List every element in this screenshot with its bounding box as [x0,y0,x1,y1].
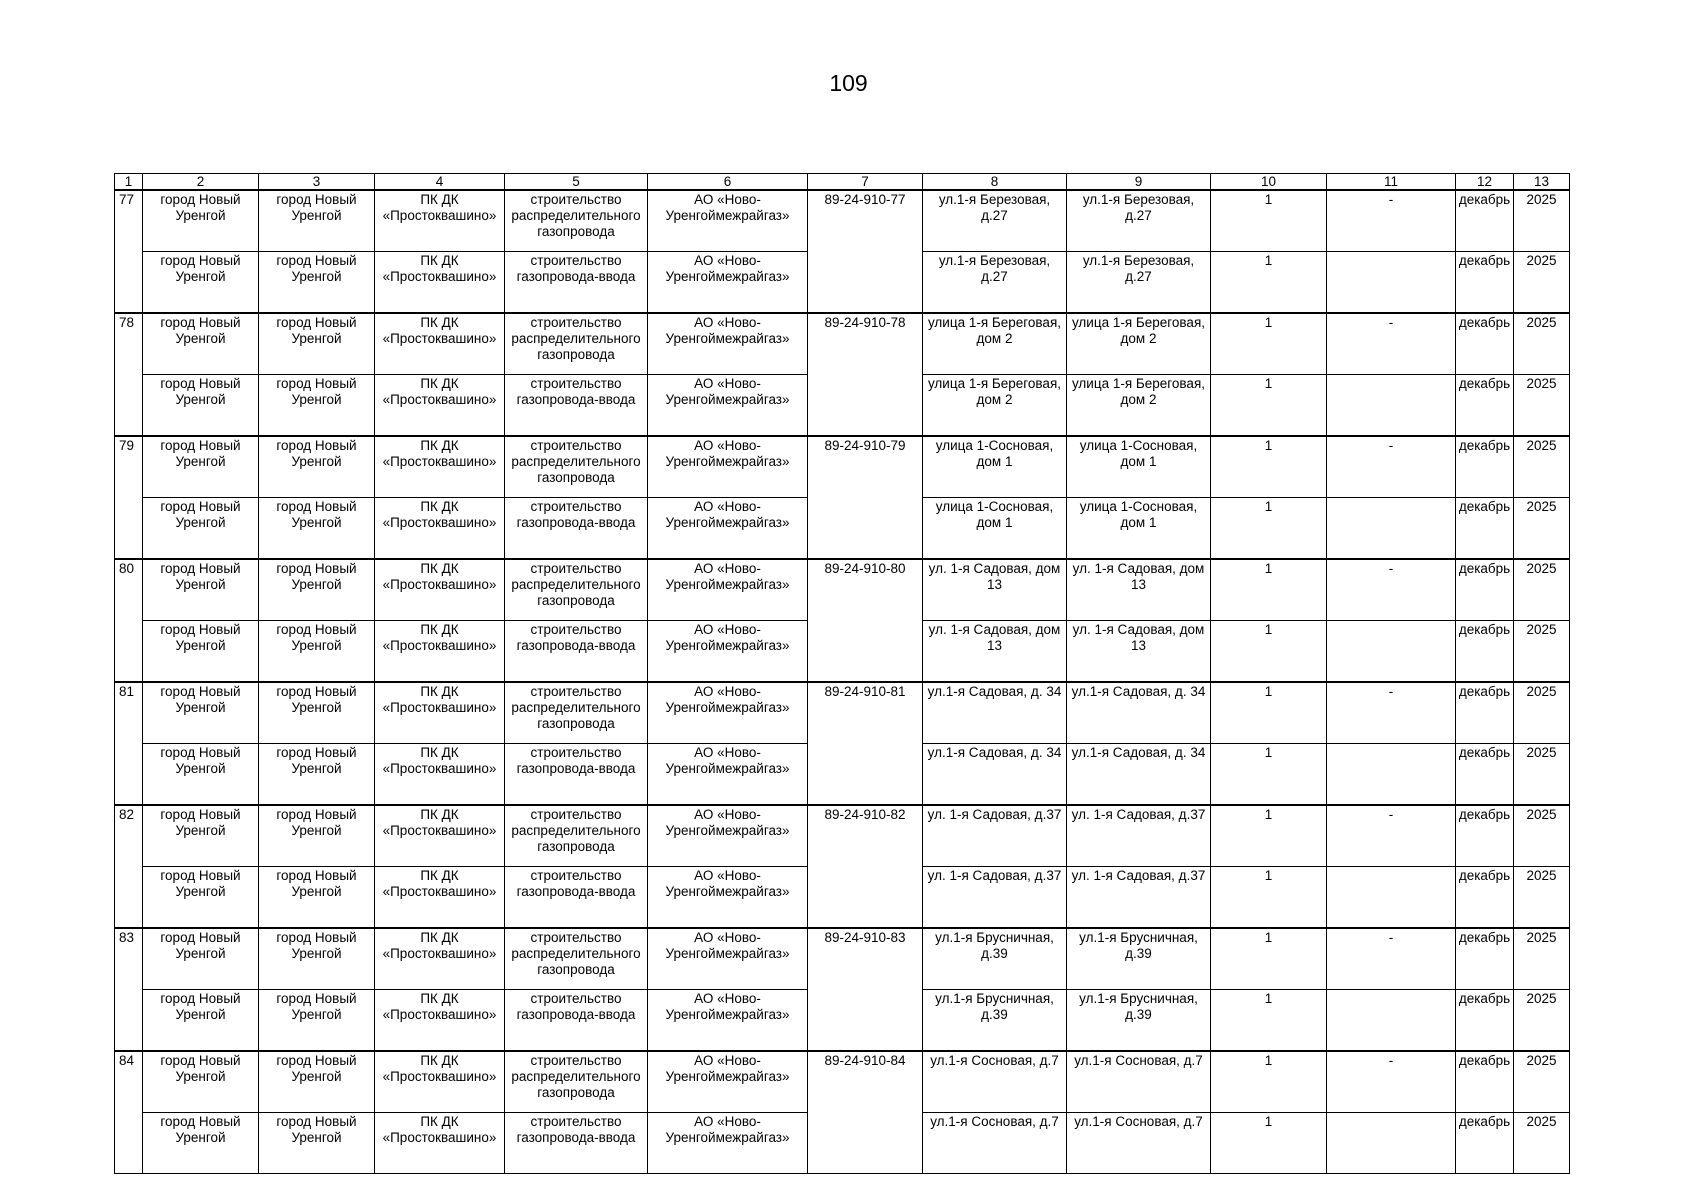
address-from-cell: улица 1-Сосновая, дом 1 [923,436,1067,498]
column-header-5: 5 [505,174,648,191]
consumer-cell: ПК ДК «Простоквашино» [375,375,505,437]
quantity-cell: 1 [1211,498,1327,560]
header-row [115,174,1570,191]
consumer-cell: ПК ДК «Простоквашино» [375,928,505,990]
month-cell: декабрь [1456,1051,1514,1113]
municipality-cell: город Новый Уренгой [143,805,259,867]
address-to-cell: ул.1-я Березовая, д.27 [1067,252,1211,314]
consumer-cell: ПК ДК «Простоквашино» [375,252,505,314]
row-number-cell: 78 [115,313,143,436]
work-type-cell: строительство распределительного газопровода [505,313,648,375]
quantity-cell: 1 [1211,252,1327,314]
municipality-cell: город Новый Уренгой [143,744,259,806]
month-cell: декабрь [1456,990,1514,1052]
address-from-cell: улица 1-я Береговая, дом 2 [923,375,1067,437]
settlement-cell: город Новый Уренгой [259,375,375,437]
consumer-cell: ПК ДК «Простоквашино» [375,867,505,929]
quantity-cell: 1 [1211,313,1327,375]
work-type-cell: строительство газопровода-ввода [505,498,648,560]
municipality-cell: город Новый Уренгой [143,436,259,498]
address-from-cell: улица 1-Сосновая, дом 1 [923,498,1067,560]
organization-cell: АО «Ново- Уренгоймежрайгаз» [648,621,808,683]
note-cell: - [1327,1051,1456,1113]
note-cell: - [1327,559,1456,621]
year-cell: 2025 [1514,621,1570,683]
settlement-cell: город Новый Уренгой [259,805,375,867]
quantity-cell: 1 [1211,805,1327,867]
address-from-cell: ул.1-я Березовая, д.27 [923,190,1067,252]
settlement-cell: город Новый Уренгой [259,867,375,929]
quantity-cell: 1 [1211,928,1327,990]
address-to-cell: ул.1-я Березовая, д.27 [1067,190,1211,252]
address-to-cell: ул. 1-я Садовая, д.37 [1067,805,1211,867]
year-cell: 2025 [1514,1051,1570,1113]
table-row [115,682,1570,744]
table-row [115,436,1570,498]
address-to-cell: ул.1-я Брусничная, д.39 [1067,928,1211,990]
address-to-cell: улица 1-я Береговая, дом 2 [1067,375,1211,437]
month-cell: декабрь [1456,682,1514,744]
municipality-cell: город Новый Уренгой [143,682,259,744]
work-type-cell: строительство распределительного газопровода [505,805,648,867]
registry-code-cell: 89-24-910-79 [808,436,923,559]
month-cell: декабрь [1456,375,1514,437]
year-cell: 2025 [1514,990,1570,1052]
organization-cell: АО «Ново- Уренгоймежрайгаз» [648,1113,808,1174]
year-cell: 2025 [1514,867,1570,929]
note-cell [1327,1113,1456,1174]
row-number-cell: 81 [115,682,143,805]
note-cell [1327,252,1456,314]
quantity-cell: 1 [1211,682,1327,744]
work-type-cell: строительство газопровода-ввода [505,375,648,437]
address-to-cell: улица 1-Сосновая, дом 1 [1067,436,1211,498]
note-cell [1327,744,1456,806]
address-from-cell: ул. 1-я Садовая, д.37 [923,805,1067,867]
year-cell: 2025 [1514,190,1570,252]
settlement-cell: город Новый Уренгой [259,498,375,560]
address-from-cell: ул.1-я Березовая, д.27 [923,252,1067,314]
year-cell: 2025 [1514,805,1570,867]
work-type-cell: строительство распределительного газопровода [505,928,648,990]
address-from-cell: ул.1-я Брусничная, д.39 [923,990,1067,1052]
consumer-cell: ПК ДК «Простоквашино» [375,1051,505,1113]
registry-table [114,173,1570,1174]
address-from-cell: ул.1-я Садовая, д. 34 [923,744,1067,806]
year-cell: 2025 [1514,1113,1570,1174]
organization-cell: АО «Ново- Уренгоймежрайгаз» [648,190,808,252]
quantity-cell: 1 [1211,1051,1327,1113]
settlement-cell: город Новый Уренгой [259,1113,375,1174]
settlement-cell: город Новый Уренгой [259,252,375,314]
municipality-cell: город Новый Уренгой [143,928,259,990]
year-cell: 2025 [1514,928,1570,990]
registry-code-cell: 89-24-910-84 [808,1051,923,1174]
organization-cell: АО «Ново- Уренгоймежрайгаз» [648,990,808,1052]
note-cell: - [1327,682,1456,744]
address-from-cell: ул. 1-я Садовая, дом 13 [923,621,1067,683]
registry-code-cell: 89-24-910-80 [808,559,923,682]
table-row [115,1051,1570,1113]
municipality-cell: город Новый Уренгой [143,621,259,683]
organization-cell: АО «Ново- Уренгоймежрайгаз» [648,744,808,806]
municipality-cell: город Новый Уренгой [143,252,259,314]
column-header-13: 13 [1514,174,1570,191]
month-cell: декабрь [1456,621,1514,683]
note-cell [1327,990,1456,1052]
work-type-cell: строительство газопровода-ввода [505,867,648,929]
organization-cell: АО «Ново- Уренгоймежрайгаз» [648,498,808,560]
work-type-cell: строительство газопровода-ввода [505,621,648,683]
month-cell: декабрь [1456,436,1514,498]
quantity-cell: 1 [1211,867,1327,929]
note-cell [1327,867,1456,929]
address-to-cell: ул.1-я Садовая, д. 34 [1067,682,1211,744]
work-type-cell: строительство газопровода-ввода [505,252,648,314]
work-type-cell: строительство распределительного газопровода [505,190,648,252]
year-cell: 2025 [1514,682,1570,744]
column-header-4: 4 [375,174,505,191]
quantity-cell: 1 [1211,375,1327,437]
year-cell: 2025 [1514,313,1570,375]
municipality-cell: город Новый Уренгой [143,1113,259,1174]
work-type-cell: строительство распределительного газопровода [505,1051,648,1113]
consumer-cell: ПК ДК «Простоквашино» [375,744,505,806]
year-cell: 2025 [1514,436,1570,498]
address-from-cell: ул. 1-я Садовая, дом 13 [923,559,1067,621]
consumer-cell: ПК ДК «Простоквашино» [375,621,505,683]
note-cell: - [1327,313,1456,375]
note-cell [1327,621,1456,683]
consumer-cell: ПК ДК «Простоквашино» [375,313,505,375]
quantity-cell: 1 [1211,190,1327,252]
row-number-cell: 77 [115,190,143,313]
registry-code-cell: 89-24-910-78 [808,313,923,436]
table-row [115,313,1570,375]
column-header-9: 9 [1067,174,1211,191]
work-type-cell: строительство газопровода-ввода [505,744,648,806]
table-row [115,805,1570,867]
organization-cell: АО «Ново- Уренгоймежрайгаз» [648,375,808,437]
table-row [115,928,1570,990]
year-cell: 2025 [1514,375,1570,437]
municipality-cell: город Новый Уренгой [143,313,259,375]
municipality-cell: город Новый Уренгой [143,190,259,252]
column-header-12: 12 [1456,174,1514,191]
address-to-cell: ул. 1-я Садовая, дом 13 [1067,559,1211,621]
row-number-cell: 82 [115,805,143,928]
registry-code-cell: 89-24-910-81 [808,682,923,805]
settlement-cell: город Новый Уренгой [259,559,375,621]
quantity-cell: 1 [1211,436,1327,498]
row-number-cell: 83 [115,928,143,1051]
consumer-cell: ПК ДК «Простоквашино» [375,1113,505,1174]
quantity-cell: 1 [1211,1113,1327,1174]
month-cell: декабрь [1456,744,1514,806]
column-header-10: 10 [1211,174,1327,191]
organization-cell: АО «Ново- Уренгоймежрайгаз» [648,559,808,621]
month-cell: декабрь [1456,928,1514,990]
address-to-cell: ул.1-я Сосновая, д.7 [1067,1113,1211,1174]
month-cell: декабрь [1456,190,1514,252]
month-cell: декабрь [1456,498,1514,560]
column-header-8: 8 [923,174,1067,191]
column-header-2: 2 [143,174,259,191]
address-from-cell: ул.1-я Сосновая, д.7 [923,1113,1067,1174]
organization-cell: АО «Ново- Уренгоймежрайгаз» [648,682,808,744]
note-cell: - [1327,436,1456,498]
month-cell: декабрь [1456,805,1514,867]
address-to-cell: улица 1-Сосновая, дом 1 [1067,498,1211,560]
organization-cell: АО «Ново- Уренгоймежрайгаз» [648,313,808,375]
organization-cell: АО «Ново- Уренгоймежрайгаз» [648,867,808,929]
settlement-cell: город Новый Уренгой [259,1051,375,1113]
note-cell: - [1327,928,1456,990]
consumer-cell: ПК ДК «Простоквашино» [375,436,505,498]
column-header-6: 6 [648,174,808,191]
month-cell: декабрь [1456,867,1514,929]
organization-cell: АО «Ново- Уренгоймежрайгаз» [648,928,808,990]
consumer-cell: ПК ДК «Простоквашино» [375,559,505,621]
registry-body [115,174,1570,1174]
year-cell: 2025 [1514,559,1570,621]
consumer-cell: ПК ДК «Простоквашино» [375,990,505,1052]
quantity-cell: 1 [1211,744,1327,806]
settlement-cell: город Новый Уренгой [259,190,375,252]
address-to-cell: улица 1-я Береговая, дом 2 [1067,313,1211,375]
row-number-cell: 84 [115,1051,143,1174]
address-from-cell: ул.1-я Сосновая, д.7 [923,1051,1067,1113]
municipality-cell: город Новый Уренгой [143,375,259,437]
consumer-cell: ПК ДК «Простоквашино» [375,682,505,744]
municipality-cell: город Новый Уренгой [143,990,259,1052]
work-type-cell: строительство распределительного газопровода [505,682,648,744]
note-cell [1327,498,1456,560]
registry-code-cell: 89-24-910-82 [808,805,923,928]
year-cell: 2025 [1514,744,1570,806]
organization-cell: АО «Ново- Уренгоймежрайгаз» [648,436,808,498]
organization-cell: АО «Ново- Уренгоймежрайгаз» [648,805,808,867]
column-header-11: 11 [1327,174,1456,191]
address-from-cell: ул.1-я Садовая, д. 34 [923,682,1067,744]
address-to-cell: ул.1-я Брусничная, д.39 [1067,990,1211,1052]
column-header-3: 3 [259,174,375,191]
address-to-cell: ул.1-я Садовая, д. 34 [1067,744,1211,806]
note-cell [1327,375,1456,437]
consumer-cell: ПК ДК «Простоквашино» [375,805,505,867]
settlement-cell: город Новый Уренгой [259,313,375,375]
work-type-cell: строительство распределительного газопровода [505,559,648,621]
month-cell: декабрь [1456,252,1514,314]
organization-cell: АО «Ново- Уренгоймежрайгаз» [648,1051,808,1113]
organization-cell: АО «Ново- Уренгоймежрайгаз» [648,252,808,314]
address-from-cell: улица 1-я Береговая, дом 2 [923,313,1067,375]
address-from-cell: ул. 1-я Садовая, д.37 [923,867,1067,929]
address-to-cell: ул. 1-я Садовая, д.37 [1067,867,1211,929]
municipality-cell: город Новый Уренгой [143,1051,259,1113]
settlement-cell: город Новый Уренгой [259,744,375,806]
work-type-cell: строительство газопровода-ввода [505,990,648,1052]
page-number: 109 [829,70,868,96]
row-number-cell: 79 [115,436,143,559]
note-cell: - [1327,805,1456,867]
address-to-cell: ул. 1-я Садовая, дом 13 [1067,621,1211,683]
row-number-cell: 80 [115,559,143,682]
quantity-cell: 1 [1211,559,1327,621]
municipality-cell: город Новый Уренгой [143,559,259,621]
settlement-cell: город Новый Уренгой [259,436,375,498]
table-row [115,559,1570,621]
address-from-cell: ул.1-я Брусничная, д.39 [923,928,1067,990]
municipality-cell: город Новый Уренгой [143,867,259,929]
work-type-cell: строительство газопровода-ввода [505,1113,648,1174]
month-cell: декабрь [1456,1113,1514,1174]
settlement-cell: город Новый Уренгой [259,682,375,744]
address-to-cell: ул.1-я Сосновая, д.7 [1067,1051,1211,1113]
work-type-cell: строительство распределительного газопровода [505,436,648,498]
quantity-cell: 1 [1211,990,1327,1052]
note-cell: - [1327,190,1456,252]
consumer-cell: ПК ДК «Простоквашино» [375,498,505,560]
quantity-cell: 1 [1211,621,1327,683]
month-cell: декабрь [1456,559,1514,621]
year-cell: 2025 [1514,498,1570,560]
settlement-cell: город Новый Уренгой [259,990,375,1052]
registry-code-cell: 89-24-910-77 [808,190,923,313]
year-cell: 2025 [1514,252,1570,314]
consumer-cell: ПК ДК «Простоквашино» [375,190,505,252]
municipality-cell: город Новый Уренгой [143,498,259,560]
column-header-1: 1 [115,174,143,191]
settlement-cell: город Новый Уренгой [259,928,375,990]
registry-code-cell: 89-24-910-83 [808,928,923,1051]
month-cell: декабрь [1456,313,1514,375]
table-row [115,190,1570,252]
column-header-7: 7 [808,174,923,191]
settlement-cell: город Новый Уренгой [259,621,375,683]
